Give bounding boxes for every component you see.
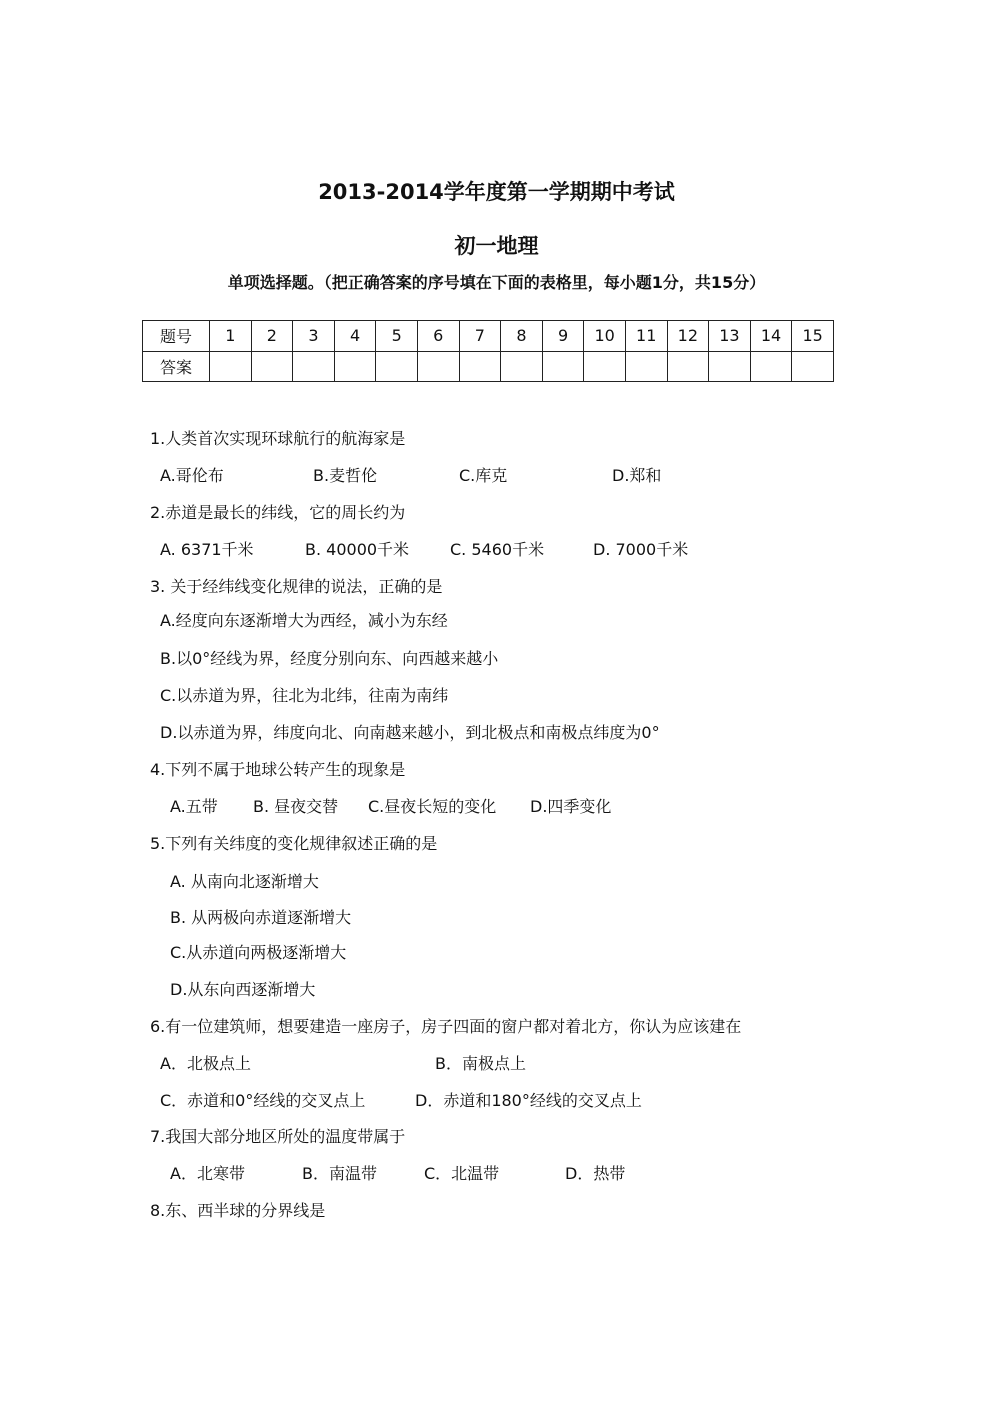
question-number-cell: 12 (667, 321, 709, 352)
option-d: D.以赤道为界，纬度向北、向南越来越小，到北极点和南极点纬度为0° (160, 723, 660, 742)
option-d: D.四季变化 (530, 797, 612, 816)
section-instruction: 单项选择题。（把正确答案的序号填在下面的表格里，每小题1分，共15分） (227, 273, 766, 292)
question-number-cell: 8 (501, 321, 543, 352)
option-b: B. 昼夜交替 (253, 797, 339, 816)
answer-cell[interactable] (501, 351, 543, 382)
option-d: D．赤道和180°经线的交叉点上 (415, 1091, 642, 1110)
option-d: D．热带 (565, 1164, 626, 1183)
option-d: D. 7000千米 (593, 540, 689, 559)
option-d: D.从东向西逐渐增大 (170, 980, 316, 999)
subject-title: 初一地理 (454, 234, 539, 258)
answer-cell[interactable] (542, 351, 584, 382)
option-b: B．南极点上 (435, 1054, 526, 1073)
option-a: A．北寒带 (170, 1164, 245, 1183)
option-a: A．北极点上 (160, 1054, 251, 1073)
question-number-cell: 10 (584, 321, 626, 352)
option-a: A.经度向东逐渐增大为西经，减小为东经 (160, 611, 448, 630)
answer-cell[interactable] (251, 351, 293, 382)
option-a: A.五带 (170, 797, 218, 816)
question-number-cell: 1 (210, 321, 252, 352)
option-c: C.以赤道为界，往北为北纬，往南为南纬 (160, 686, 449, 705)
question-stem: 2.赤道是最长的纬线，它的周长约为 (150, 503, 406, 522)
option-c: C．赤道和0°经线的交叉点上 (160, 1091, 366, 1110)
question-stem: 5.下列有关纬度的变化规律叙述正确的是 (150, 834, 438, 853)
answer-cell[interactable] (293, 351, 335, 382)
question-number-cell: 15 (792, 321, 834, 352)
question-number-cell: 4 (334, 321, 376, 352)
question-number-cell: 5 (376, 321, 418, 352)
question-number-cell: 2 (251, 321, 293, 352)
option-b: B.麦哲伦 (313, 466, 378, 485)
answer-cell[interactable] (667, 351, 709, 382)
question-stem: 6.有一位建筑师，想要建造一座房子，房子四面的窗户都对着北方，你认为应该建在 (150, 1017, 742, 1036)
option-c: C．北温带 (424, 1164, 500, 1183)
question-stem: 8.东、西半球的分界线是 (150, 1201, 326, 1220)
question-number-cell: 3 (293, 321, 335, 352)
answer-cell[interactable] (459, 351, 501, 382)
answer-table (142, 320, 834, 382)
row-label: 题号 (143, 321, 210, 352)
answer-cell[interactable] (625, 351, 667, 382)
question-number-cell: 7 (459, 321, 501, 352)
option-d: D.郑和 (612, 466, 662, 485)
option-c: C.昼夜长短的变化 (368, 797, 497, 816)
question-stem: 3. 关于经纬线变化规律的说法，正确的是 (150, 577, 443, 596)
answer-cell[interactable] (417, 351, 459, 382)
option-c: C. 5460千米 (450, 540, 545, 559)
answer-cell[interactable] (376, 351, 418, 382)
option-c: C.库克 (459, 466, 508, 485)
exam-title: 2013-2014学年度第一学期期中考试 (318, 180, 675, 204)
answer-cell[interactable] (334, 351, 376, 382)
option-c: C.从赤道向两极逐渐增大 (170, 943, 347, 962)
question-stem: 4.下列不属于地球公转产生的现象是 (150, 760, 406, 779)
question-number-cell: 14 (750, 321, 792, 352)
question-stem: 7.我国大部分地区所处的温度带属于 (150, 1127, 406, 1146)
answer-cell[interactable] (584, 351, 626, 382)
question-number-row (143, 321, 834, 352)
option-b: B. 40000千米 (305, 540, 410, 559)
answer-cell[interactable] (210, 351, 252, 382)
option-a: A. 从南向北逐渐增大 (170, 872, 319, 891)
answer-cell[interactable] (792, 351, 834, 382)
question-number-cell: 11 (625, 321, 667, 352)
question-number-cell: 13 (709, 321, 751, 352)
option-b: B．南温带 (302, 1164, 377, 1183)
answer-row (143, 351, 834, 382)
row-label: 答案 (143, 351, 210, 382)
option-a: A. 6371千米 (160, 540, 254, 559)
answer-cell[interactable] (709, 351, 751, 382)
option-b: B. 从两极向赤道逐渐增大 (170, 908, 352, 927)
answer-cell[interactable] (750, 351, 792, 382)
question-number-cell: 6 (417, 321, 459, 352)
question-stem: 1.人类首次实现环球航行的航海家是 (150, 429, 406, 448)
option-a: A.哥伦布 (160, 466, 224, 485)
question-number-cell: 9 (542, 321, 584, 352)
option-b: B.以0°经线为界，经度分别向东、向西越来越小 (160, 649, 499, 668)
